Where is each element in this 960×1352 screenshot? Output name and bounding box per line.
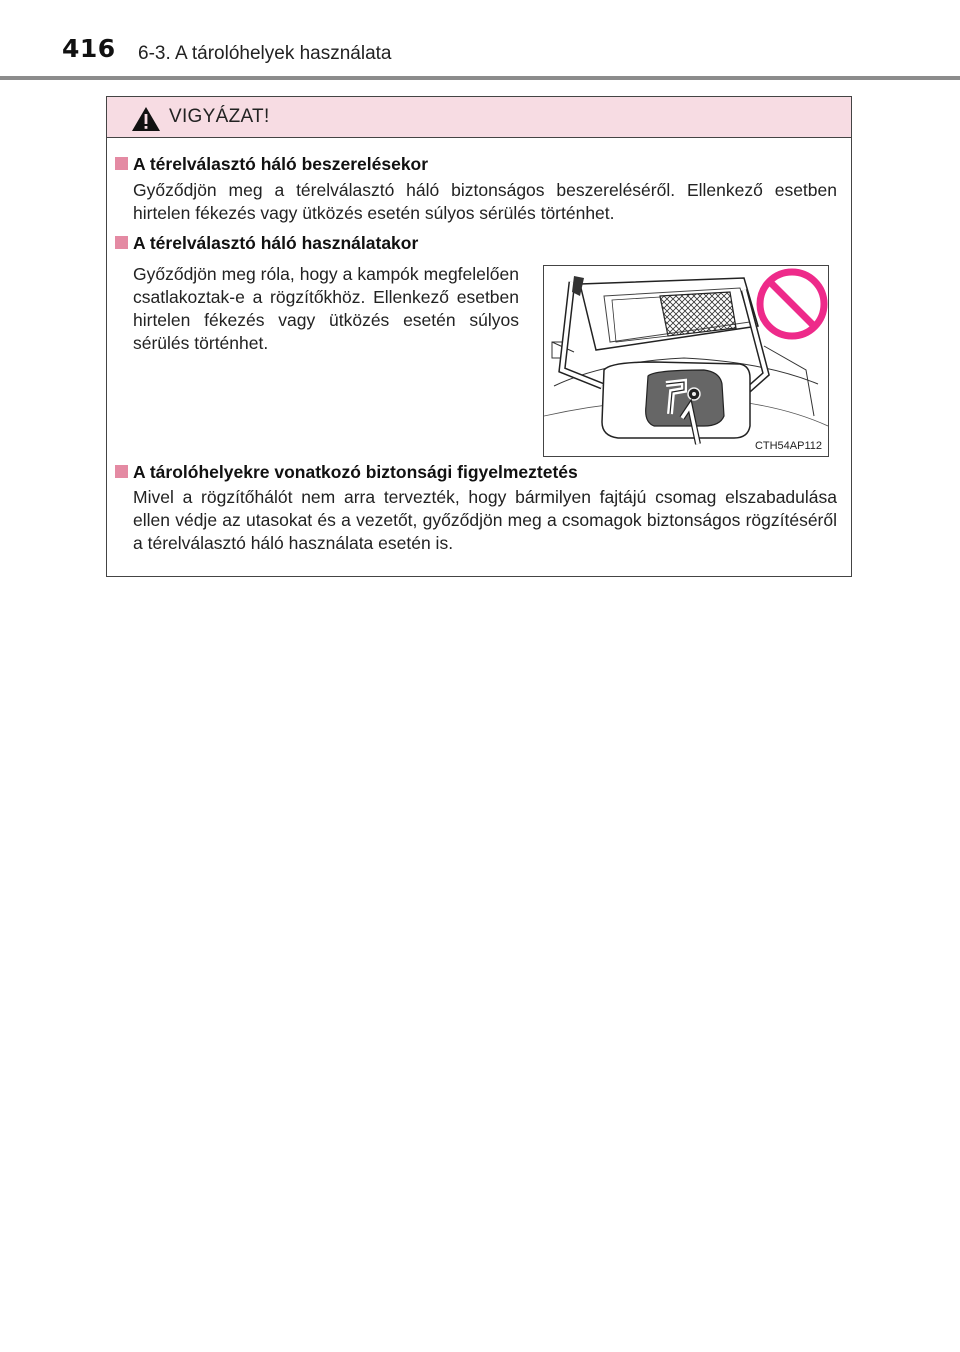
caution-header <box>107 97 851 138</box>
item-heading-text: A térelválasztó háló használatakor <box>133 233 419 253</box>
warning-icon <box>131 106 161 132</box>
caution-box <box>106 96 852 577</box>
item-text-storage-safety: Mivel a rögzítőhálót nem arra tervezték, hogy bármilyen fajtájú csomag elszabadulása ellen védje az utasokat és a vezetőt, győződjön meg a csomagok biztonságos rögzítéséről a térelválasztó háló használata esetén is. <box>133 487 837 553</box>
header-rule <box>0 76 960 80</box>
bullet-square-icon <box>115 236 128 249</box>
section-title: 6-3. A tárolóhelyek használata <box>138 43 392 64</box>
hook-illustration <box>543 265 829 457</box>
bullet-square-icon <box>115 157 128 170</box>
item-heading-text: A tárolóhelyekre vonatkozó biztonsági figyelmeztetés <box>133 462 578 482</box>
caution-title: VIGYÁZAT! <box>169 106 270 127</box>
bullet-square-icon <box>115 465 128 478</box>
cargo-net-hook-icon <box>544 266 828 456</box>
figure-code: CTH54AP112 <box>754 440 822 452</box>
item-text-usage: Győződjön meg róla, hogy a kampók megfelelően csatlakoztak-e a rögzítőkhöz. Ellenkező esetben hirtelen fékezés vagy ütközés esetén súlyos sérülés történhet. <box>133 264 519 353</box>
item-heading-usage <box>115 233 418 254</box>
item-heading-installation <box>115 154 428 175</box>
item-heading-storage-safety <box>115 462 578 483</box>
item-text-installation: Győződjön meg a térelválasztó háló biztonságos beszereléséről. Ellenkező esetben hirtelen fékezés vagy ütközés esetén súlyos sérülés történhet. <box>133 180 837 223</box>
page-number: 416 <box>62 34 116 63</box>
item-heading-text: A térelválasztó háló beszerelésekor <box>133 154 429 174</box>
